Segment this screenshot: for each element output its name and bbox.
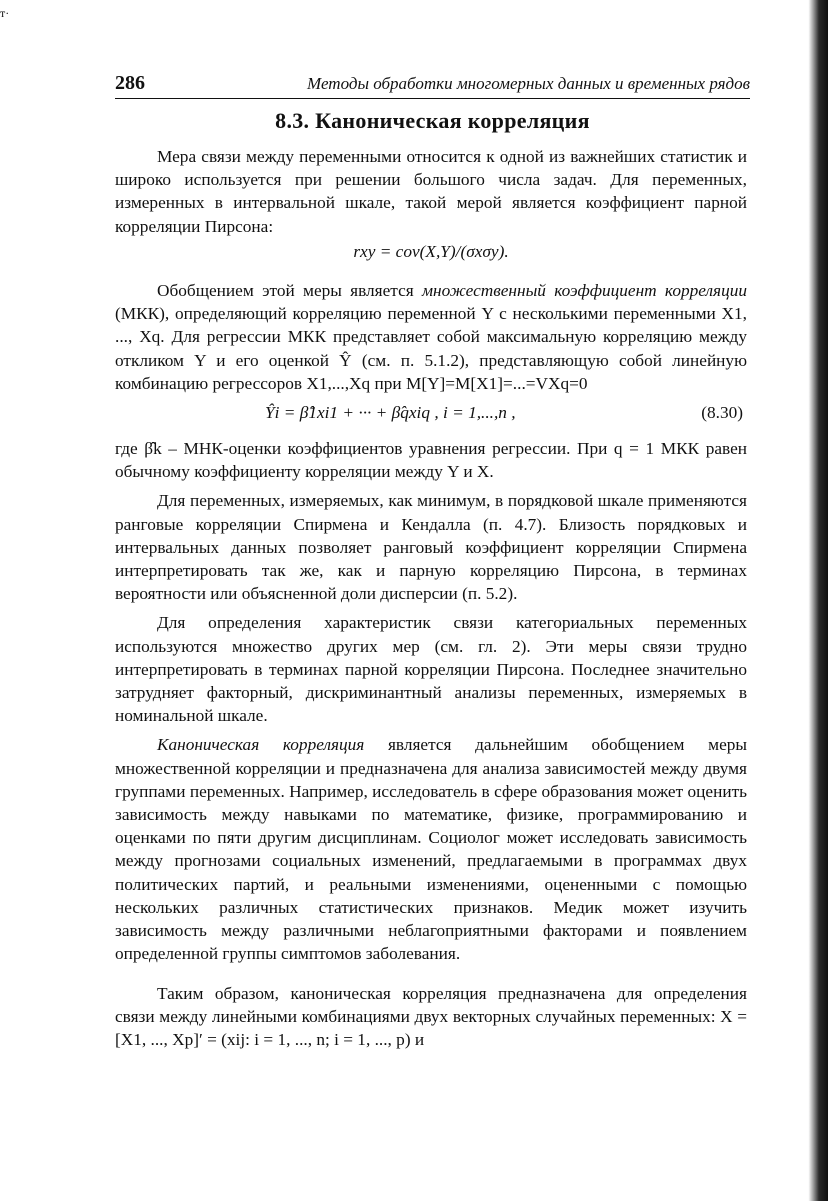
paragraph-2-lead: Обобщением этой меры является bbox=[157, 281, 422, 301]
equation-number: (8.30) bbox=[701, 403, 743, 423]
page-edge-shadow bbox=[798, 0, 828, 1201]
paragraph-5: Для определения характеристик связи категориальных переменных используются множество других мер (см. гл. 2). Эти меры связи трудно интерпретировать в терминах парной корреляции Пирсона. Последнее значительно затрудняет факторный, дискриминантный анализы переменных, измеряемых в номинальной шкале. bbox=[115, 613, 747, 726]
corner-mark: т· bbox=[0, 6, 10, 20]
formula-pearson: rxy = cov(X,Y)/(σxσy). bbox=[353, 241, 509, 261]
paragraph-7: Таким образом, каноническая корреляция предназначена для определения связи между линейными комбинациями двух векторных случайных переменных: X = [X1, ..., Xp]′ = (xij: i = 1, ..., n; i = 1, ..., p) и bbox=[115, 983, 747, 1049]
running-title: Методы обработки многомерных данных и временных рядов bbox=[307, 74, 750, 93]
paragraph-3: где β̂k – МНК-оценки коэффициентов уравнения регрессии. При q = 1 МКК равен обычному коэффициенту корреляции между Y и X. bbox=[115, 439, 747, 482]
paragraph-6 bbox=[115, 733, 747, 965]
paragraph-4: Для переменных, измеряемых, как минимум, в порядковой шкале применяются ранговые корреляции Спирмена и Кендалла (п. 4.7). Близость порядковых и интервальных данных позволяет ранговый коэффициент корреляции Спирмена интерпретировать так же, как и парную корреляцию Пирсона, в терминах вероятности или объясненной доли дисперсии (п. 5.2). bbox=[115, 491, 747, 604]
paragraph-6-rest: является дальнейшим обобщением меры множественной корреляции и предназначена для анализа зависимостей между двумя группами переменных. Например, исследователь в сфере образования может оценить зависимость между навыками по математике, физике, программированию и оценками по пяти другим дисциплинам. Социолог может исследовать зависимость между прогнозами социальных изменений, предлагаемыми в программах двух политических партий, и реальными изменениями, оцененными с помощью нескольких различных статистических признаков. Медик может изучить зависимость между различными неблагоприятными факторами и появлением определенной группы симптомов заболевания. bbox=[115, 735, 747, 964]
term-multiple-correlation: множественный коэффициент корреляции bbox=[422, 281, 748, 301]
section-title: 8.3. Каноническая корреляция bbox=[275, 108, 590, 133]
paragraph-2-rest: (МКК), определяющий корреляцию переменной Y с несколькими переменными X1, ..., Xq. Для регрессии МКК представляет собой максимальную корреляцию между откликом Y и его оценкой Ŷ (см. п. 5.1.2), представляющую собой линейную комбинацию регрессоров X1,...,Xq при M[Y]=M[X1]=...=VXq=0 bbox=[115, 304, 747, 393]
page-number: 286 bbox=[115, 72, 145, 94]
page-header bbox=[115, 72, 750, 99]
paragraph-2 bbox=[115, 279, 747, 395]
page-body bbox=[115, 145, 747, 1051]
term-canonical-correlation: Каноническая корреляция bbox=[157, 735, 365, 755]
formula-regression bbox=[115, 397, 747, 427]
paragraph-1: Мера связи между переменными относится к одной из важнейших статистик и широко используется при решении большого числа задач. Для переменных, измеренных в интервальной шкале, такой мерой является коэффициент парной корреляции Пирсона: bbox=[115, 147, 747, 236]
formula-regression-body: Ŷi = β̂1xi1 + ··· + β̂qxiq , i = 1,...,n , bbox=[265, 403, 516, 423]
